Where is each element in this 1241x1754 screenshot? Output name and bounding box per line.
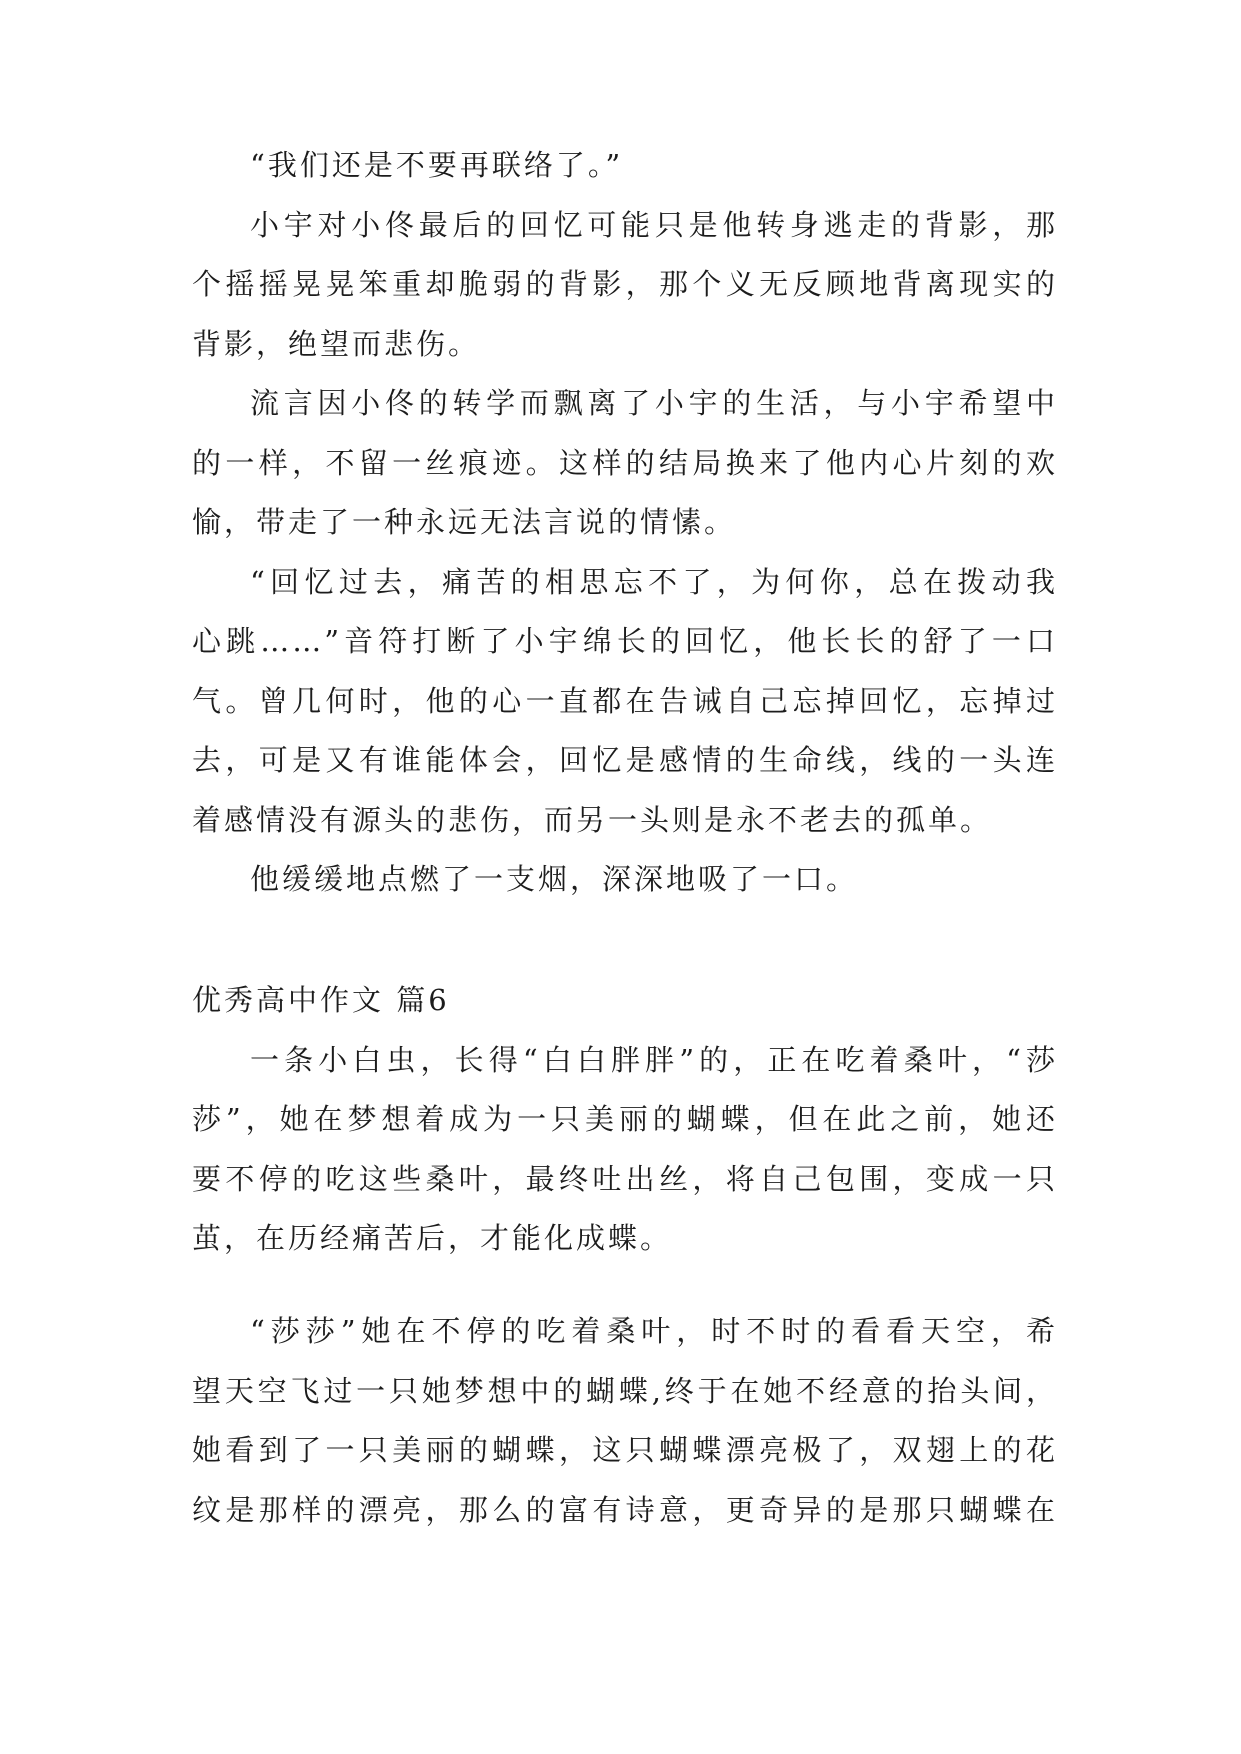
text-line: 小宇对小佟最后的回忆可能只是他转身逃走的背影，那	[250, 207, 1058, 242]
text-line: 纹是那样的漂亮，那么的富有诗意，更奇异的是那只蝴蝶在	[192, 1492, 1058, 1527]
text-block-2	[192, 971, 1058, 1269]
text-block-3	[192, 1302, 1058, 1540]
paragraph	[192, 136, 1058, 196]
text-line: “莎莎”她在不停的吃着桑叶，时不时的看看天空，希	[250, 1314, 1058, 1348]
text-line: 背影，绝望而悲伤。	[192, 326, 481, 361]
section-heading: 优秀高中作文 篇6	[192, 983, 450, 1017]
paragraph	[192, 850, 1058, 910]
text-line: 望天空飞过一只她梦想中的蝴蝶,终于在她不经意的抬头间，	[192, 1373, 1058, 1408]
paragraph	[192, 1302, 1058, 1540]
text-line: 愉，带走了一种永远无法言说的情愫。	[192, 505, 737, 539]
paragraph	[192, 553, 1058, 851]
text-line: 茧，在历经痛苦后，才能化成蝶。	[192, 1221, 673, 1255]
text-line: 气。曾几何时，他的心一直都在告诫自己忘掉回忆，忘掉过	[192, 683, 1058, 718]
text-line: “我们还是不要再联络了。”	[250, 148, 624, 182]
text-line: 着感情没有源头的悲伤，而另一头则是永不老去的孤单。	[192, 802, 993, 837]
text-line: 心跳……”音符打断了小宇绵长的回忆，他长长的舒了一口	[192, 624, 1058, 658]
text-line: 她看到了一只美丽的蝴蝶，这只蝴蝶漂亮极了，双翅上的花	[192, 1433, 1058, 1467]
text-line: 去，可是又有谁能体会，回忆是感情的生命线，线的一头连	[192, 743, 1058, 777]
paragraph	[192, 196, 1058, 375]
text-line: 要不停的吃这些桑叶，最终吐出丝，将自己包围，变成一只	[192, 1161, 1058, 1196]
text-line: “回忆过去，痛苦的相思忘不了，为何你，总在拨动我	[250, 564, 1058, 599]
text-line: 流言因小佟的转学而飘离了小宇的生活，与小宇希望中	[250, 386, 1058, 420]
text-line: 他缓缓地点燃了一支烟，深深地吸了一口。	[250, 862, 859, 896]
text-line: 一条小白虫，长得“白白胖胖”的，正在吃着桑叶，“莎	[250, 1042, 1058, 1077]
text-line: 个摇摇晃晃笨重却脆弱的背影，那个义无反顾地背离现实的	[192, 267, 1058, 301]
text-block-1	[192, 136, 1058, 910]
text-line: 莎”，她在梦想着成为一只美丽的蝴蝶，但在此之前，她还	[192, 1102, 1058, 1136]
text-line: 的一样，不留一丝痕迹。这样的结局换来了他内心片刻的欢	[192, 445, 1058, 480]
paragraph	[192, 1031, 1058, 1269]
paragraph	[192, 374, 1058, 553]
